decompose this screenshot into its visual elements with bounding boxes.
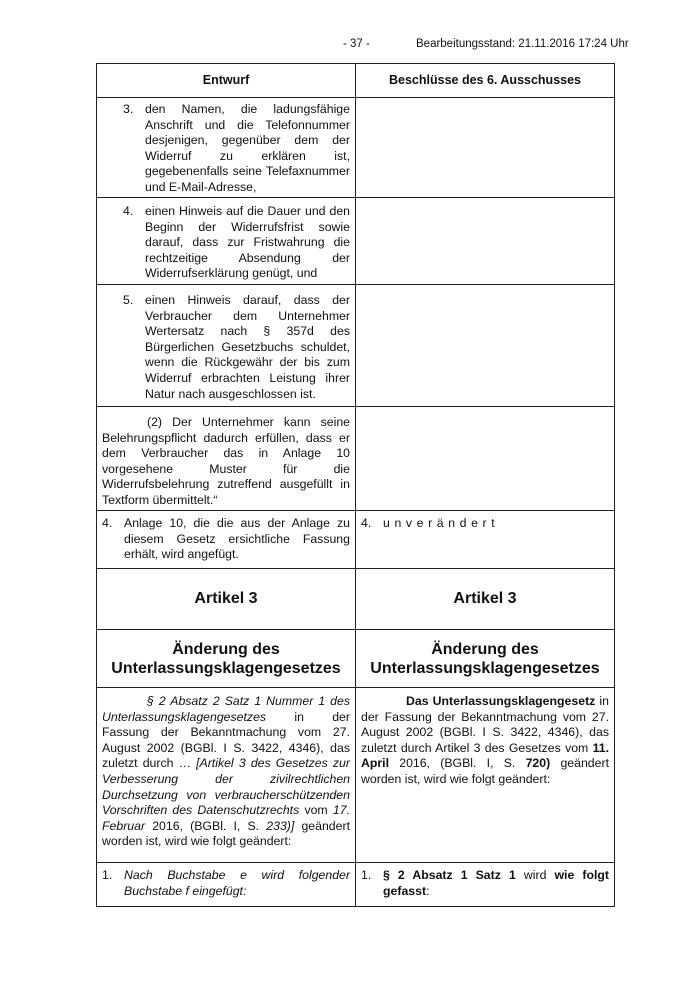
item-text-part: wie folgt gefasst	[383, 868, 609, 898]
list-item	[102, 204, 350, 282]
table-row	[97, 285, 615, 407]
item-number: 1.	[102, 868, 113, 882]
list-item	[102, 868, 350, 899]
item-text: einen Hinweis darauf, dass der Verbraucher dem Unternehmer Wertersatz nach § 357d des Bürgerlichen Gesetzbuchs schuldet, wenn die Rückgewähr der bis zum Widerruf erbrachten Leistung ihrer Natur nach ausgeschlossen ist.	[145, 293, 350, 401]
article-title-row	[97, 630, 615, 688]
item-text	[383, 868, 609, 899]
list-item	[102, 516, 350, 563]
intro-text-committee	[361, 694, 609, 788]
article-heading: Artikel 3	[356, 569, 615, 630]
item-text: einen Hinweis auf die Dauer und den Beginn der Widerrufsfrist sowie darauf, dass zur Fristwahrung die rechtzeitige Absendung der Widerrufserklärung genügt, und	[145, 204, 350, 281]
item-text-part: wird	[515, 868, 555, 882]
intro-text-draft	[102, 694, 350, 850]
column-header-draft: Entwurf	[97, 64, 356, 98]
item-number: 4.	[361, 516, 372, 530]
item-text-part: :	[426, 883, 430, 898]
item-number: 3.	[123, 102, 134, 116]
article-heading: Artikel 3	[97, 569, 356, 630]
processing-status: Bearbeitungsstand: 21.11.2016 17:24 Uhr	[416, 38, 629, 50]
list-item	[102, 102, 350, 196]
page-number: - 37 -	[343, 38, 370, 50]
intro-draft-part: 233)]	[266, 818, 295, 833]
list-item	[361, 516, 609, 532]
intro-committee-part: Das Unterlassungsklagengesetz	[406, 694, 596, 708]
page-header	[0, 38, 700, 54]
intro-draft-part: [Artikel 3 des Gesetzes zur Verbesserung der zivilrechtlichen Durchsetzung von verbraucherschützenden Vorschriften des Datenschutzrechts	[102, 756, 350, 818]
intro-draft-part: 17. Februar	[102, 803, 350, 833]
intro-committee-part: 2016, (BGBl. I, S.	[389, 756, 526, 771]
list-item	[361, 868, 609, 899]
unchanged-text: unverändert	[383, 516, 500, 530]
table-row	[97, 688, 615, 863]
table-row	[97, 98, 615, 198]
item-number: 4.	[123, 204, 134, 218]
intro-draft-part: in der Fassung der Bekanntmachung vom 27. August 2002 (BGBl. I S. 3422, 4346), das zuletzt durch …	[102, 709, 350, 771]
item-text-part: § 2 Absatz 1 Satz 1	[383, 868, 516, 882]
article-row	[97, 569, 615, 630]
intro-draft-part: geändert worden ist, wird wie folgt geändert:	[102, 818, 350, 849]
table-row	[97, 863, 615, 907]
synopsis-table	[96, 63, 615, 907]
paragraph-2: (2) Der Unternehmer kann seine Belehrungspflicht dadurch erfüllen, dass er dem Verbraucher das in Anlage 10 vorgesehene Muster für die Widerrufsbelehrung zutreffend ausgefüllt in Textform übermittelt.“	[102, 415, 350, 507]
intro-draft-part: § 2 Absatz 2 Satz 1 Nummer 1 des Unterlassungsklagengesetzes	[102, 694, 350, 724]
item-text: Nach Buchstabe e wird folgender Buchstabe f eingefügt:	[124, 868, 350, 898]
intro-committee-part: in der Fassung der Bekanntmachung vom 27. August 2002 (BGBl. I S. 3422, 4346), das zuletzt durch Artikel 3 des Gesetzes vom	[361, 694, 609, 755]
item-number: 5.	[123, 293, 134, 307]
intro-committee-part: 720)	[525, 756, 551, 771]
item-number: 1.	[361, 868, 372, 882]
column-header-committee: Beschlüsse des 6. Ausschusses	[356, 64, 615, 98]
item-text: Anlage 10, die die aus der Anlage zu diesem Gesetz ersichtliche Fassung erhält, wird angefügt.	[124, 516, 350, 562]
intro-committee-part: 11. April	[361, 740, 609, 771]
article-title: Änderung des Unterlassungsklagengesetzes	[97, 630, 356, 688]
table-row	[97, 198, 615, 285]
table-row	[97, 407, 615, 511]
intro-draft-part: vom	[299, 803, 333, 818]
article-title: Änderung des Unterlassungsklagengesetzes	[356, 630, 615, 688]
table-row	[97, 511, 615, 569]
intro-draft-part: 2016, (BGBl. I, S.	[145, 818, 267, 833]
item-text: den Namen, die ladungsfähige Anschrift und die Telefonnummer desjenigen, gegenüber dem der Widerruf zu erklären ist, gegebenenfalls seine Telefaxnummer und E-Mail-Adresse,	[145, 102, 350, 194]
column-header-row	[97, 64, 615, 98]
item-number: 4.	[102, 516, 113, 530]
list-item	[102, 293, 350, 402]
intro-committee-part: geändert worden ist, wird wie folgt geändert:	[361, 756, 609, 786]
